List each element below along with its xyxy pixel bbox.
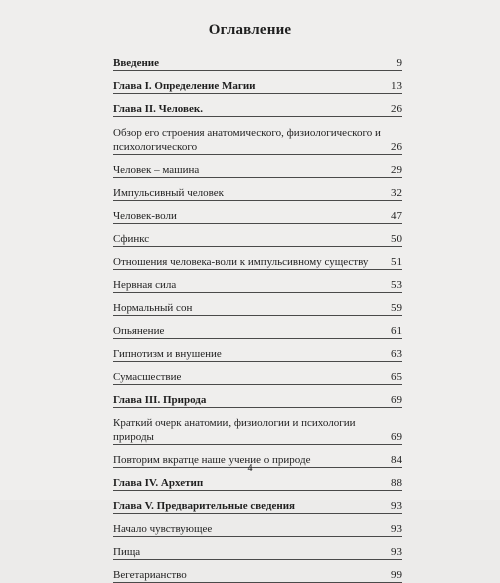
toc-entry-page: 9: [396, 57, 402, 69]
toc-entry-page: 88: [391, 477, 402, 489]
toc-entry-title: Гипнотизм и внушение: [113, 348, 222, 360]
toc-entry: [113, 416, 402, 445]
toc-entry: [113, 209, 402, 224]
toc-entry-page: 61: [391, 325, 402, 337]
table-of-contents: [113, 56, 402, 583]
toc-entry-page: 13: [391, 80, 402, 92]
toc-entry-page: 93: [391, 500, 402, 512]
toc-entry: [113, 324, 402, 339]
toc-entry-page: 47: [391, 210, 402, 222]
toc-entry-title: Глава IV. Архетип: [113, 477, 204, 489]
toc-entry-title: Глава I. Определение Магии: [113, 80, 256, 92]
toc-entry: [113, 499, 402, 514]
page-title: Оглавление: [208, 22, 292, 38]
toc-entry-page: 50: [391, 233, 402, 245]
toc-entry-title: Глава III. Природа: [113, 394, 207, 406]
toc-entry-title: Нервная сила: [113, 279, 177, 291]
toc-entry-title: Человек-воли: [113, 210, 177, 222]
toc-entry-page: 32: [391, 187, 402, 199]
toc-entry-title: Сфинкс: [113, 233, 150, 245]
toc-entry-page: 59: [391, 302, 402, 314]
toc-entry: [113, 278, 402, 293]
toc-entry: [113, 126, 402, 155]
toc-entry-title: Вегетарианство: [113, 569, 187, 581]
toc-entry-page: 65: [391, 371, 402, 383]
toc-entry-title: Опьянение: [113, 325, 165, 337]
toc-entry: [113, 476, 402, 491]
toc-entry-page: 26: [391, 103, 402, 115]
toc-entry: [113, 56, 402, 71]
page-number: 4: [247, 463, 253, 474]
toc-entry-title: Введение: [113, 57, 160, 69]
toc-entry: [113, 79, 402, 94]
toc-entry-page: 69: [391, 394, 402, 406]
toc-entry-page: 29: [391, 164, 402, 176]
toc-entry: [113, 163, 402, 178]
toc-entry: [113, 522, 402, 537]
toc-entry-title: Отношения человека-воли к импульсивному существу: [113, 256, 369, 268]
toc-entry: [113, 568, 402, 583]
toc-entry-page: 69: [391, 431, 402, 443]
toc-entry-title: Человек – машина: [113, 164, 200, 176]
toc-entry-page: 53: [391, 279, 402, 291]
toc-entry-page: 51: [391, 256, 402, 268]
toc-entry-title: Начало чувствующее: [113, 523, 213, 535]
toc-entry: [113, 102, 402, 117]
toc-entry: [113, 255, 402, 270]
toc-entry-page: 63: [391, 348, 402, 360]
toc-entry: [113, 301, 402, 316]
toc-entry-title: Сумасшествие: [113, 371, 182, 383]
toc-entry: [113, 232, 402, 247]
toc-entry-page: 84: [391, 454, 402, 466]
toc-entry: [113, 393, 402, 408]
toc-entry-page: 26: [391, 141, 402, 153]
toc-entry-page: 93: [391, 546, 402, 558]
toc-entry-title: Обзор его строения анатомического, физиологического и психологического: [113, 127, 381, 153]
toc-entry-title: Пища: [113, 546, 141, 558]
toc-entry: [113, 186, 402, 201]
toc-entry-title: Нормальный сон: [113, 302, 193, 314]
toc-entry-page: 99: [391, 569, 402, 581]
toc-entry-title: Глава V. Предварительные сведения: [113, 500, 295, 512]
toc-entry-title: Повторим вкратце наше учение о природе: [113, 454, 311, 466]
toc-entry-page: 93: [391, 523, 402, 535]
toc-entry: [113, 370, 402, 385]
toc-entry-title: Импульсивный человек: [113, 187, 224, 199]
toc-entry: [113, 545, 402, 560]
toc-entry-title: Краткий очерк анатомии, физиологии и психологии природы: [113, 417, 356, 443]
toc-entry-title: Глава II. Человек.: [113, 103, 203, 115]
toc-entry: [113, 347, 402, 362]
